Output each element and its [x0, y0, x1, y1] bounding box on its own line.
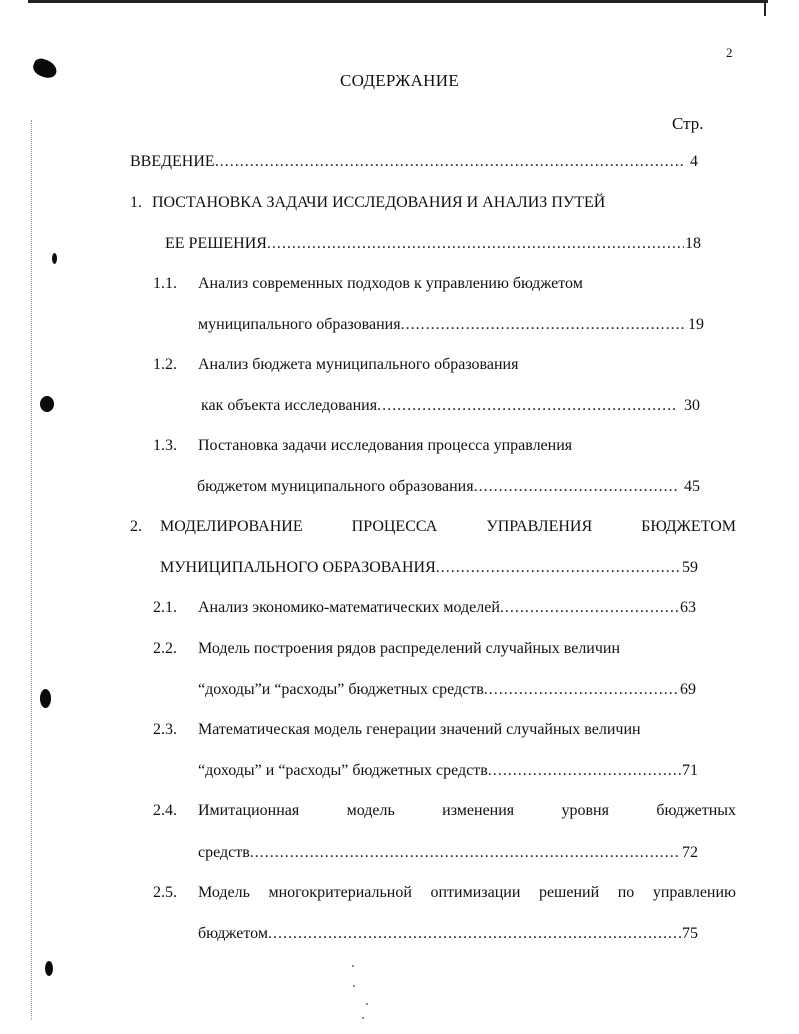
punch-hole-mark: [40, 396, 54, 412]
toc-entry-page: 4: [690, 153, 698, 170]
toc-section-title-word: ПРОЦЕССА: [351, 518, 438, 535]
toc-subsection-number: 1.3.: [153, 437, 177, 454]
toc-subsection-number: 2.4.: [153, 802, 177, 819]
dot-leader: [484, 680, 679, 700]
toc-title-word: модель: [346, 802, 395, 819]
toc-title-word: решений: [538, 884, 600, 901]
toc-entry-1-2: [201, 396, 700, 416]
dot-leader: [267, 234, 684, 254]
toc-section-number: 1.: [130, 194, 142, 211]
toc-title-word: оптимизации: [430, 884, 521, 901]
toc-section-title-word: МОДЕЛИРОВАНИЕ: [160, 518, 303, 535]
toc-entry-title: Анализ экономико-математических моделей: [198, 599, 500, 616]
toc-entry-1-1: [198, 315, 704, 335]
page-number: 2: [726, 45, 733, 60]
toc-entry-title: ЕЕ РЕШЕНИЯ: [165, 235, 267, 252]
page-column-label: Стр.: [672, 114, 704, 133]
dot-leader: [436, 558, 681, 578]
toc-entry-page: 19: [688, 316, 704, 333]
toc-entry-title: бюджетом: [198, 925, 268, 942]
toc-entry-section-2: [160, 558, 698, 578]
toc-entry-page: 18: [685, 235, 701, 252]
page-title: СОДЕРЖАНИЕ: [339, 71, 460, 90]
dot-leader: [377, 396, 678, 416]
toc-subsection-title: Математическая модель генерации значений случайных величин: [198, 721, 641, 738]
toc-entry-title: муниципального образования: [198, 316, 401, 333]
toc-entry-page: 30: [684, 397, 700, 414]
toc-entry-2-2: [198, 680, 696, 700]
toc-title-word: Модель: [198, 884, 250, 901]
dot-leader: [474, 477, 678, 497]
toc-entry-page: 75: [682, 925, 698, 942]
toc-section-title: [160, 517, 736, 537]
scan-edge-left: [31, 120, 32, 1020]
scan-speck: [362, 1017, 364, 1019]
toc-entry-title: как объекта исследования: [201, 397, 378, 414]
scan-edge-top: [28, 0, 768, 3]
toc-subsection-title: [198, 801, 736, 821]
toc-entry-page: 72: [682, 844, 698, 861]
toc-entry-page: 71: [682, 762, 698, 779]
toc-entry-2-1: [198, 598, 696, 618]
toc-entry-section-1: [165, 234, 701, 254]
toc-title-word: Имитационная: [198, 802, 300, 819]
dot-leader: [215, 152, 684, 172]
punch-hole-mark: [52, 253, 57, 264]
toc-subsection-number: 2.5.: [153, 884, 177, 901]
toc-subsection-title: [198, 883, 736, 903]
toc-title-word: по: [617, 884, 635, 901]
toc-entry-page: 63: [680, 599, 696, 616]
toc-subsection-number: 1.2.: [153, 356, 177, 373]
dot-leader: [488, 761, 681, 781]
scan-speck: [366, 1003, 368, 1005]
toc-subsection-number: 2.3.: [153, 721, 177, 738]
toc-entry-1-3: [197, 477, 700, 497]
toc-subsection-title: Анализ современных подходов к управлению бюджетом: [198, 275, 583, 292]
toc-section-number: 2.: [130, 518, 142, 535]
toc-entry-intro: [130, 152, 698, 172]
punch-hole-mark: [40, 689, 51, 708]
toc-section-title: ПОСТАНОВКА ЗАДАЧИ ИССЛЕДОВАНИЯ И АНАЛИЗ ПУТЕЙ: [152, 194, 606, 211]
toc-subsection-number: 2.1.: [153, 599, 177, 616]
toc-section-title-word: БЮДЖЕТОМ: [641, 518, 736, 535]
toc-section-title-word: УПРАВЛЕНИЯ: [486, 518, 593, 535]
toc-entry-2-3: [198, 761, 698, 781]
toc-subsection-number: 1.1.: [153, 275, 177, 292]
dot-leader: [268, 924, 681, 944]
toc-entry-2-5: [198, 924, 698, 944]
dot-leader: [250, 843, 681, 863]
toc-title-word: изменения: [442, 802, 515, 819]
toc-title-word: бюджетных: [656, 802, 736, 819]
toc-subsection-title: Постановка задачи исследования процесса управления: [198, 437, 573, 454]
dot-leader: [401, 315, 687, 335]
toc-entry-title: бюджетом муниципального образования: [197, 478, 474, 495]
toc-title-word: уровня: [561, 802, 609, 819]
toc-entry-title: “доходы”и “расходы” бюджетных средств: [198, 681, 484, 698]
toc-title-word: управлению: [652, 884, 736, 901]
toc-title-word: многокритериальной: [268, 884, 412, 901]
dot-leader: [500, 598, 679, 618]
toc-entry-title: МУНИЦИПАЛЬНОГО ОБРАЗОВАНИЯ: [160, 559, 436, 576]
toc-entry-title: “доходы” и “расходы” бюджетных средств: [198, 762, 488, 779]
toc-entry-title: средств: [198, 844, 250, 861]
scan-speck: [353, 985, 355, 987]
toc-subsection-title: Анализ бюджета муниципального образования: [198, 356, 519, 373]
toc-subsection-title: Модель построения рядов распределений случайных величин: [198, 640, 621, 657]
toc-entry-page: 69: [680, 681, 696, 698]
toc-subsection-number: 2.2.: [153, 640, 177, 657]
punch-hole-mark: [45, 961, 53, 976]
toc-entry-page: 59: [682, 559, 698, 576]
scan-edge-right: [764, 0, 766, 16]
toc-entry-2-4: [198, 843, 698, 863]
toc-entry-page: 45: [684, 478, 700, 495]
toc-entry-title: ВВЕДЕНИЕ: [130, 153, 215, 170]
scan-speck: [352, 965, 354, 967]
